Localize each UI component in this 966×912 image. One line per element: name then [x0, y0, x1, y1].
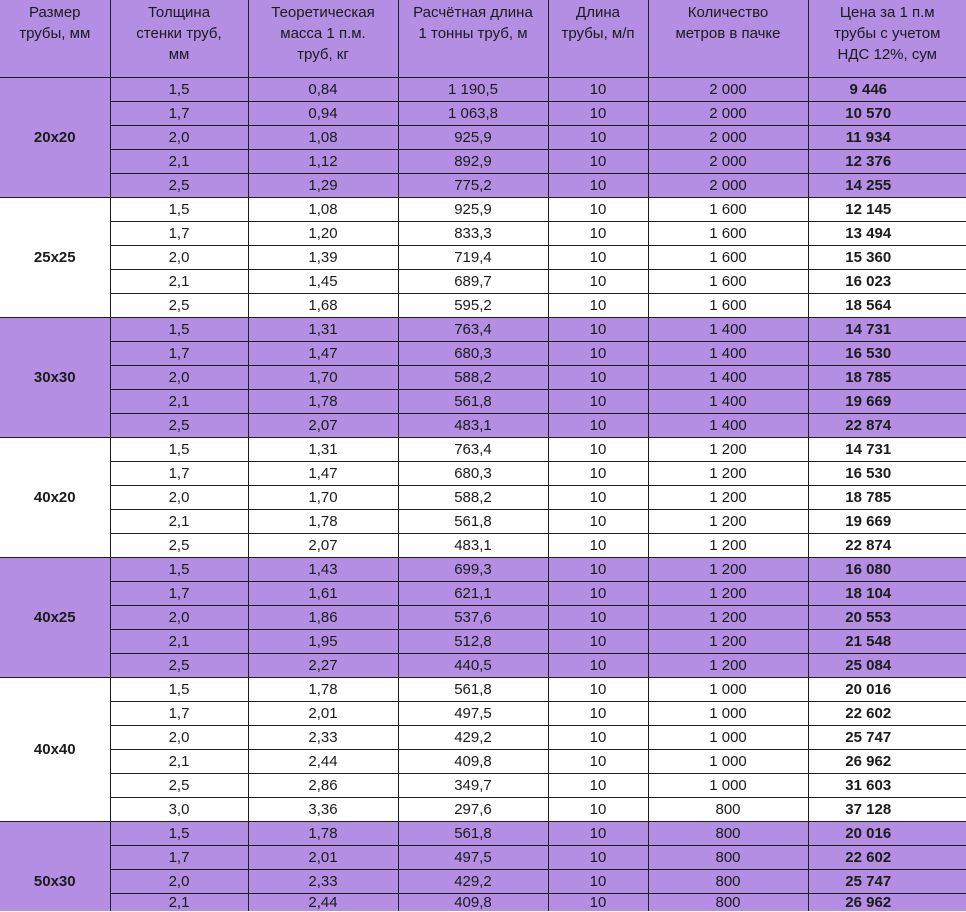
mass-per-meter-cell: 2,27 — [248, 653, 398, 677]
mass-per-meter-cell: 1,12 — [248, 149, 398, 173]
pipe-length-cell: 10 — [548, 773, 648, 797]
meters-per-pack-cell: 1 400 — [648, 413, 808, 437]
price-cell: 16 080 — [808, 557, 966, 581]
price-table-body — [0, 77, 966, 911]
table-row — [0, 389, 966, 413]
wall-thickness-cell: 2,5 — [110, 773, 248, 797]
meters-per-pack-cell: 800 — [648, 797, 808, 821]
price-cell: 20 016 — [808, 821, 966, 845]
meters-per-pack-cell: 2 000 — [648, 77, 808, 101]
wall-thickness-cell: 2,1 — [110, 629, 248, 653]
wall-thickness-cell: 2,5 — [110, 533, 248, 557]
wall-thickness-cell: 2,0 — [110, 485, 248, 509]
wall-thickness-cell: 2,0 — [110, 869, 248, 893]
mass-per-meter-cell: 1,29 — [248, 173, 398, 197]
wall-thickness-cell: 2,5 — [110, 653, 248, 677]
table-row — [0, 341, 966, 365]
length-per-ton-cell: 1 190,5 — [398, 77, 548, 101]
mass-per-meter-cell: 1,08 — [248, 125, 398, 149]
meters-per-pack-cell: 1 200 — [648, 629, 808, 653]
wall-thickness-cell: 2,1 — [110, 893, 248, 911]
price-cell: 16 530 — [808, 341, 966, 365]
meters-per-pack-cell: 1 200 — [648, 533, 808, 557]
pipe-length-cell: 10 — [548, 581, 648, 605]
table-row — [0, 845, 966, 869]
wall-thickness-cell: 2,0 — [110, 365, 248, 389]
price-table-header — [0, 0, 966, 77]
price-cell: 18 785 — [808, 365, 966, 389]
meters-per-pack-cell: 1 200 — [648, 485, 808, 509]
price-cell: 14 731 — [808, 437, 966, 461]
price-cell: 9 446 — [808, 77, 966, 101]
meters-per-pack-cell: 1 600 — [648, 269, 808, 293]
length-per-ton-cell: 497,5 — [398, 701, 548, 725]
mass-per-meter-cell: 1,70 — [248, 365, 398, 389]
wall-thickness-cell: 1,5 — [110, 557, 248, 581]
wall-thickness-cell: 2,1 — [110, 269, 248, 293]
meters-per-pack-cell: 1 200 — [648, 581, 808, 605]
price-cell: 10 570 — [808, 101, 966, 125]
table-row — [0, 677, 966, 701]
mass-per-meter-cell: 1,43 — [248, 557, 398, 581]
meters-per-pack-cell: 1 600 — [648, 245, 808, 269]
table-row — [0, 173, 966, 197]
mass-per-meter-cell: 2,44 — [248, 749, 398, 773]
mass-per-meter-cell: 2,07 — [248, 533, 398, 557]
pipe-length-cell: 10 — [548, 125, 648, 149]
table-row — [0, 749, 966, 773]
mass-per-meter-cell: 2,33 — [248, 725, 398, 749]
pipe-length-cell: 10 — [548, 389, 648, 413]
price-cell: 26 962 — [808, 749, 966, 773]
header-pipe-length: Длина трубы, м/п — [548, 0, 648, 77]
mass-per-meter-cell: 1,78 — [248, 509, 398, 533]
price-cell: 25 084 — [808, 653, 966, 677]
price-cell: 25 747 — [808, 869, 966, 893]
price-cell: 31 603 — [808, 773, 966, 797]
meters-per-pack-cell: 1 000 — [648, 677, 808, 701]
pipe-length-cell: 10 — [548, 845, 648, 869]
price-cell: 12 376 — [808, 149, 966, 173]
wall-thickness-cell: 1,5 — [110, 77, 248, 101]
table-row — [0, 437, 966, 461]
table-row — [0, 245, 966, 269]
table-row — [0, 869, 966, 893]
mass-per-meter-cell: 1,39 — [248, 245, 398, 269]
wall-thickness-cell: 1,5 — [110, 197, 248, 221]
table-row — [0, 581, 966, 605]
header-mass-per-meter: Теоретическая масса 1 п.м. труб, кг — [248, 0, 398, 77]
pipe-size-cell: 40x20 — [0, 437, 110, 557]
pipe-length-cell: 10 — [548, 797, 648, 821]
length-per-ton-cell: 429,2 — [398, 869, 548, 893]
meters-per-pack-cell: 1 600 — [648, 293, 808, 317]
length-per-ton-cell: 925,9 — [398, 125, 548, 149]
meters-per-pack-cell: 1 200 — [648, 653, 808, 677]
mass-per-meter-cell: 1,31 — [248, 317, 398, 341]
table-row — [0, 365, 966, 389]
header-row — [0, 0, 966, 77]
length-per-ton-cell: 775,2 — [398, 173, 548, 197]
header-wall-thickness: Толщина стенки труб, мм — [110, 0, 248, 77]
meters-per-pack-cell: 1 400 — [648, 389, 808, 413]
mass-per-meter-cell: 1,68 — [248, 293, 398, 317]
table-row — [0, 413, 966, 437]
price-cell: 12 145 — [808, 197, 966, 221]
price-cell: 22 874 — [808, 533, 966, 557]
table-row — [0, 101, 966, 125]
length-per-ton-cell: 588,2 — [398, 485, 548, 509]
price-cell: 14 255 — [808, 173, 966, 197]
mass-per-meter-cell: 1,45 — [248, 269, 398, 293]
length-per-ton-cell: 429,2 — [398, 725, 548, 749]
pipe-length-cell: 10 — [548, 437, 648, 461]
wall-thickness-cell: 2,5 — [110, 293, 248, 317]
length-per-ton-cell: 892,9 — [398, 149, 548, 173]
price-cell: 26 962 — [808, 893, 966, 911]
length-per-ton-cell: 561,8 — [398, 821, 548, 845]
pipe-length-cell: 10 — [548, 245, 648, 269]
pipe-length-cell: 10 — [548, 341, 648, 365]
pipe-length-cell: 10 — [548, 173, 648, 197]
pipe-length-cell: 10 — [548, 869, 648, 893]
table-row — [0, 701, 966, 725]
table-row — [0, 269, 966, 293]
length-per-ton-cell: 925,9 — [398, 197, 548, 221]
wall-thickness-cell: 1,5 — [110, 677, 248, 701]
meters-per-pack-cell: 1 200 — [648, 557, 808, 581]
wall-thickness-cell: 1,7 — [110, 701, 248, 725]
wall-thickness-cell: 2,1 — [110, 749, 248, 773]
mass-per-meter-cell: 1,78 — [248, 389, 398, 413]
pipe-size-cell: 25x25 — [0, 197, 110, 317]
length-per-ton-cell: 497,5 — [398, 845, 548, 869]
wall-thickness-cell: 1,7 — [110, 461, 248, 485]
wall-thickness-cell: 1,7 — [110, 221, 248, 245]
wall-thickness-cell: 2,0 — [110, 725, 248, 749]
price-cell: 20 016 — [808, 677, 966, 701]
mass-per-meter-cell: 3,36 — [248, 797, 398, 821]
length-per-ton-cell: 297,6 — [398, 797, 548, 821]
pipe-length-cell: 10 — [548, 77, 648, 101]
wall-thickness-cell: 2,5 — [110, 173, 248, 197]
meters-per-pack-cell: 1 400 — [648, 341, 808, 365]
meters-per-pack-cell: 800 — [648, 821, 808, 845]
mass-per-meter-cell: 2,01 — [248, 845, 398, 869]
pipe-length-cell: 10 — [548, 653, 648, 677]
meters-per-pack-cell: 2 000 — [648, 101, 808, 125]
table-row — [0, 821, 966, 845]
mass-per-meter-cell: 2,44 — [248, 893, 398, 911]
length-per-ton-cell: 561,8 — [398, 677, 548, 701]
pipe-length-cell: 10 — [548, 605, 648, 629]
pipe-length-cell: 10 — [548, 893, 648, 911]
header-length-per-ton: Расчётная длина 1 тонны труб, м — [398, 0, 548, 77]
pipe-length-cell: 10 — [548, 221, 648, 245]
table-row — [0, 605, 966, 629]
mass-per-meter-cell: 1,61 — [248, 581, 398, 605]
price-cell: 18 104 — [808, 581, 966, 605]
table-row — [0, 629, 966, 653]
pipe-length-cell: 10 — [548, 269, 648, 293]
wall-thickness-cell: 1,5 — [110, 437, 248, 461]
length-per-ton-cell: 483,1 — [398, 413, 548, 437]
price-cell: 16 530 — [808, 461, 966, 485]
mass-per-meter-cell: 0,84 — [248, 77, 398, 101]
price-cell: 16 023 — [808, 269, 966, 293]
header-price: Цена за 1 п.м трубы с учетом НДС 12%, сум — [808, 0, 966, 77]
length-per-ton-cell: 409,8 — [398, 749, 548, 773]
length-per-ton-cell: 699,3 — [398, 557, 548, 581]
pipe-length-cell: 10 — [548, 749, 648, 773]
pipe-length-cell: 10 — [548, 557, 648, 581]
length-per-ton-cell: 349,7 — [398, 773, 548, 797]
table-row — [0, 461, 966, 485]
meters-per-pack-cell: 1 000 — [648, 773, 808, 797]
table-row — [0, 893, 966, 911]
pipe-length-cell: 10 — [548, 101, 648, 125]
meters-per-pack-cell: 800 — [648, 845, 808, 869]
mass-per-meter-cell: 1,70 — [248, 485, 398, 509]
pipe-length-cell: 10 — [548, 701, 648, 725]
meters-per-pack-cell: 1 200 — [648, 437, 808, 461]
table-row — [0, 797, 966, 821]
wall-thickness-cell: 1,7 — [110, 341, 248, 365]
wall-thickness-cell: 2,5 — [110, 413, 248, 437]
length-per-ton-cell: 561,8 — [398, 509, 548, 533]
length-per-ton-cell: 409,8 — [398, 893, 548, 911]
pipe-length-cell: 10 — [548, 533, 648, 557]
pipe-size-cell: 40x25 — [0, 557, 110, 677]
wall-thickness-cell: 2,1 — [110, 149, 248, 173]
mass-per-meter-cell: 1,86 — [248, 605, 398, 629]
table-row — [0, 725, 966, 749]
pipe-size-cell: 30x30 — [0, 317, 110, 437]
mass-per-meter-cell: 1,78 — [248, 821, 398, 845]
meters-per-pack-cell: 1 000 — [648, 701, 808, 725]
price-cell: 14 731 — [808, 317, 966, 341]
wall-thickness-cell: 2,0 — [110, 605, 248, 629]
pipe-length-cell: 10 — [548, 293, 648, 317]
table-row — [0, 485, 966, 509]
header-pipe-size: Размер трубы, мм — [0, 0, 110, 77]
price-cell: 21 548 — [808, 629, 966, 653]
table-row — [0, 293, 966, 317]
length-per-ton-cell: 561,8 — [398, 389, 548, 413]
length-per-ton-cell: 537,6 — [398, 605, 548, 629]
mass-per-meter-cell: 1,78 — [248, 677, 398, 701]
meters-per-pack-cell: 1 000 — [648, 749, 808, 773]
meters-per-pack-cell: 2 000 — [648, 149, 808, 173]
wall-thickness-cell: 1,7 — [110, 101, 248, 125]
pipe-size-cell: 50x30 — [0, 821, 110, 911]
header-meters-per-pack: Количество метров в пачке — [648, 0, 808, 77]
wall-thickness-cell: 2,1 — [110, 509, 248, 533]
price-cell: 13 494 — [808, 221, 966, 245]
table-row — [0, 197, 966, 221]
table-row — [0, 77, 966, 101]
pipe-length-cell: 10 — [548, 821, 648, 845]
price-cell: 20 553 — [808, 605, 966, 629]
length-per-ton-cell: 483,1 — [398, 533, 548, 557]
meters-per-pack-cell: 2 000 — [648, 125, 808, 149]
wall-thickness-cell: 2,0 — [110, 125, 248, 149]
wall-thickness-cell: 1,7 — [110, 845, 248, 869]
pipe-length-cell: 10 — [548, 197, 648, 221]
length-per-ton-cell: 440,5 — [398, 653, 548, 677]
price-cell: 22 602 — [808, 845, 966, 869]
table-row — [0, 125, 966, 149]
wall-thickness-cell: 1,5 — [110, 821, 248, 845]
mass-per-meter-cell: 1,95 — [248, 629, 398, 653]
table-row — [0, 533, 966, 557]
price-cell: 15 360 — [808, 245, 966, 269]
price-cell: 19 669 — [808, 389, 966, 413]
price-cell: 19 669 — [808, 509, 966, 533]
table-row — [0, 221, 966, 245]
meters-per-pack-cell: 1 400 — [648, 317, 808, 341]
mass-per-meter-cell: 2,33 — [248, 869, 398, 893]
mass-per-meter-cell: 1,20 — [248, 221, 398, 245]
pipe-length-cell: 10 — [548, 629, 648, 653]
pipe-length-cell: 10 — [548, 461, 648, 485]
table-row — [0, 149, 966, 173]
pipe-length-cell: 10 — [548, 725, 648, 749]
mass-per-meter-cell: 1,47 — [248, 461, 398, 485]
pipe-length-cell: 10 — [548, 365, 648, 389]
price-cell: 11 934 — [808, 125, 966, 149]
table-row — [0, 317, 966, 341]
mass-per-meter-cell: 2,01 — [248, 701, 398, 725]
length-per-ton-cell: 689,7 — [398, 269, 548, 293]
table-row — [0, 557, 966, 581]
wall-thickness-cell: 2,1 — [110, 389, 248, 413]
pipe-length-cell: 10 — [548, 677, 648, 701]
wall-thickness-cell: 3,0 — [110, 797, 248, 821]
length-per-ton-cell: 763,4 — [398, 437, 548, 461]
wall-thickness-cell: 1,5 — [110, 317, 248, 341]
mass-per-meter-cell: 0,94 — [248, 101, 398, 125]
meters-per-pack-cell: 1 200 — [648, 509, 808, 533]
meters-per-pack-cell: 1 600 — [648, 221, 808, 245]
pipe-length-cell: 10 — [548, 317, 648, 341]
price-cell: 22 874 — [808, 413, 966, 437]
meters-per-pack-cell: 1 400 — [648, 365, 808, 389]
length-per-ton-cell: 680,3 — [398, 341, 548, 365]
price-cell: 18 564 — [808, 293, 966, 317]
table-row — [0, 509, 966, 533]
length-per-ton-cell: 680,3 — [398, 461, 548, 485]
pipe-length-cell: 10 — [548, 413, 648, 437]
price-cell: 37 128 — [808, 797, 966, 821]
length-per-ton-cell: 595,2 — [398, 293, 548, 317]
mass-per-meter-cell: 1,08 — [248, 197, 398, 221]
table-row — [0, 773, 966, 797]
meters-per-pack-cell: 800 — [648, 893, 808, 911]
length-per-ton-cell: 588,2 — [398, 365, 548, 389]
length-per-ton-cell: 719,4 — [398, 245, 548, 269]
meters-per-pack-cell: 800 — [648, 869, 808, 893]
mass-per-meter-cell: 1,47 — [248, 341, 398, 365]
length-per-ton-cell: 621,1 — [398, 581, 548, 605]
mass-per-meter-cell: 1,31 — [248, 437, 398, 461]
wall-thickness-cell: 1,7 — [110, 581, 248, 605]
price-cell: 18 785 — [808, 485, 966, 509]
pipe-length-cell: 10 — [548, 485, 648, 509]
meters-per-pack-cell: 2 000 — [648, 173, 808, 197]
meters-per-pack-cell: 1 000 — [648, 725, 808, 749]
meters-per-pack-cell: 1 200 — [648, 605, 808, 629]
length-per-ton-cell: 833,3 — [398, 221, 548, 245]
wall-thickness-cell: 2,0 — [110, 245, 248, 269]
length-per-ton-cell: 512,8 — [398, 629, 548, 653]
length-per-ton-cell: 763,4 — [398, 317, 548, 341]
price-cell: 25 747 — [808, 725, 966, 749]
table-row — [0, 653, 966, 677]
meters-per-pack-cell: 1 600 — [648, 197, 808, 221]
meters-per-pack-cell: 1 200 — [648, 461, 808, 485]
length-per-ton-cell: 1 063,8 — [398, 101, 548, 125]
pipe-length-cell: 10 — [548, 149, 648, 173]
mass-per-meter-cell: 2,07 — [248, 413, 398, 437]
pipe-length-cell: 10 — [548, 509, 648, 533]
price-cell: 22 602 — [808, 701, 966, 725]
pipe-size-cell: 20x20 — [0, 77, 110, 197]
pipe-size-cell: 40x40 — [0, 677, 110, 821]
mass-per-meter-cell: 2,86 — [248, 773, 398, 797]
